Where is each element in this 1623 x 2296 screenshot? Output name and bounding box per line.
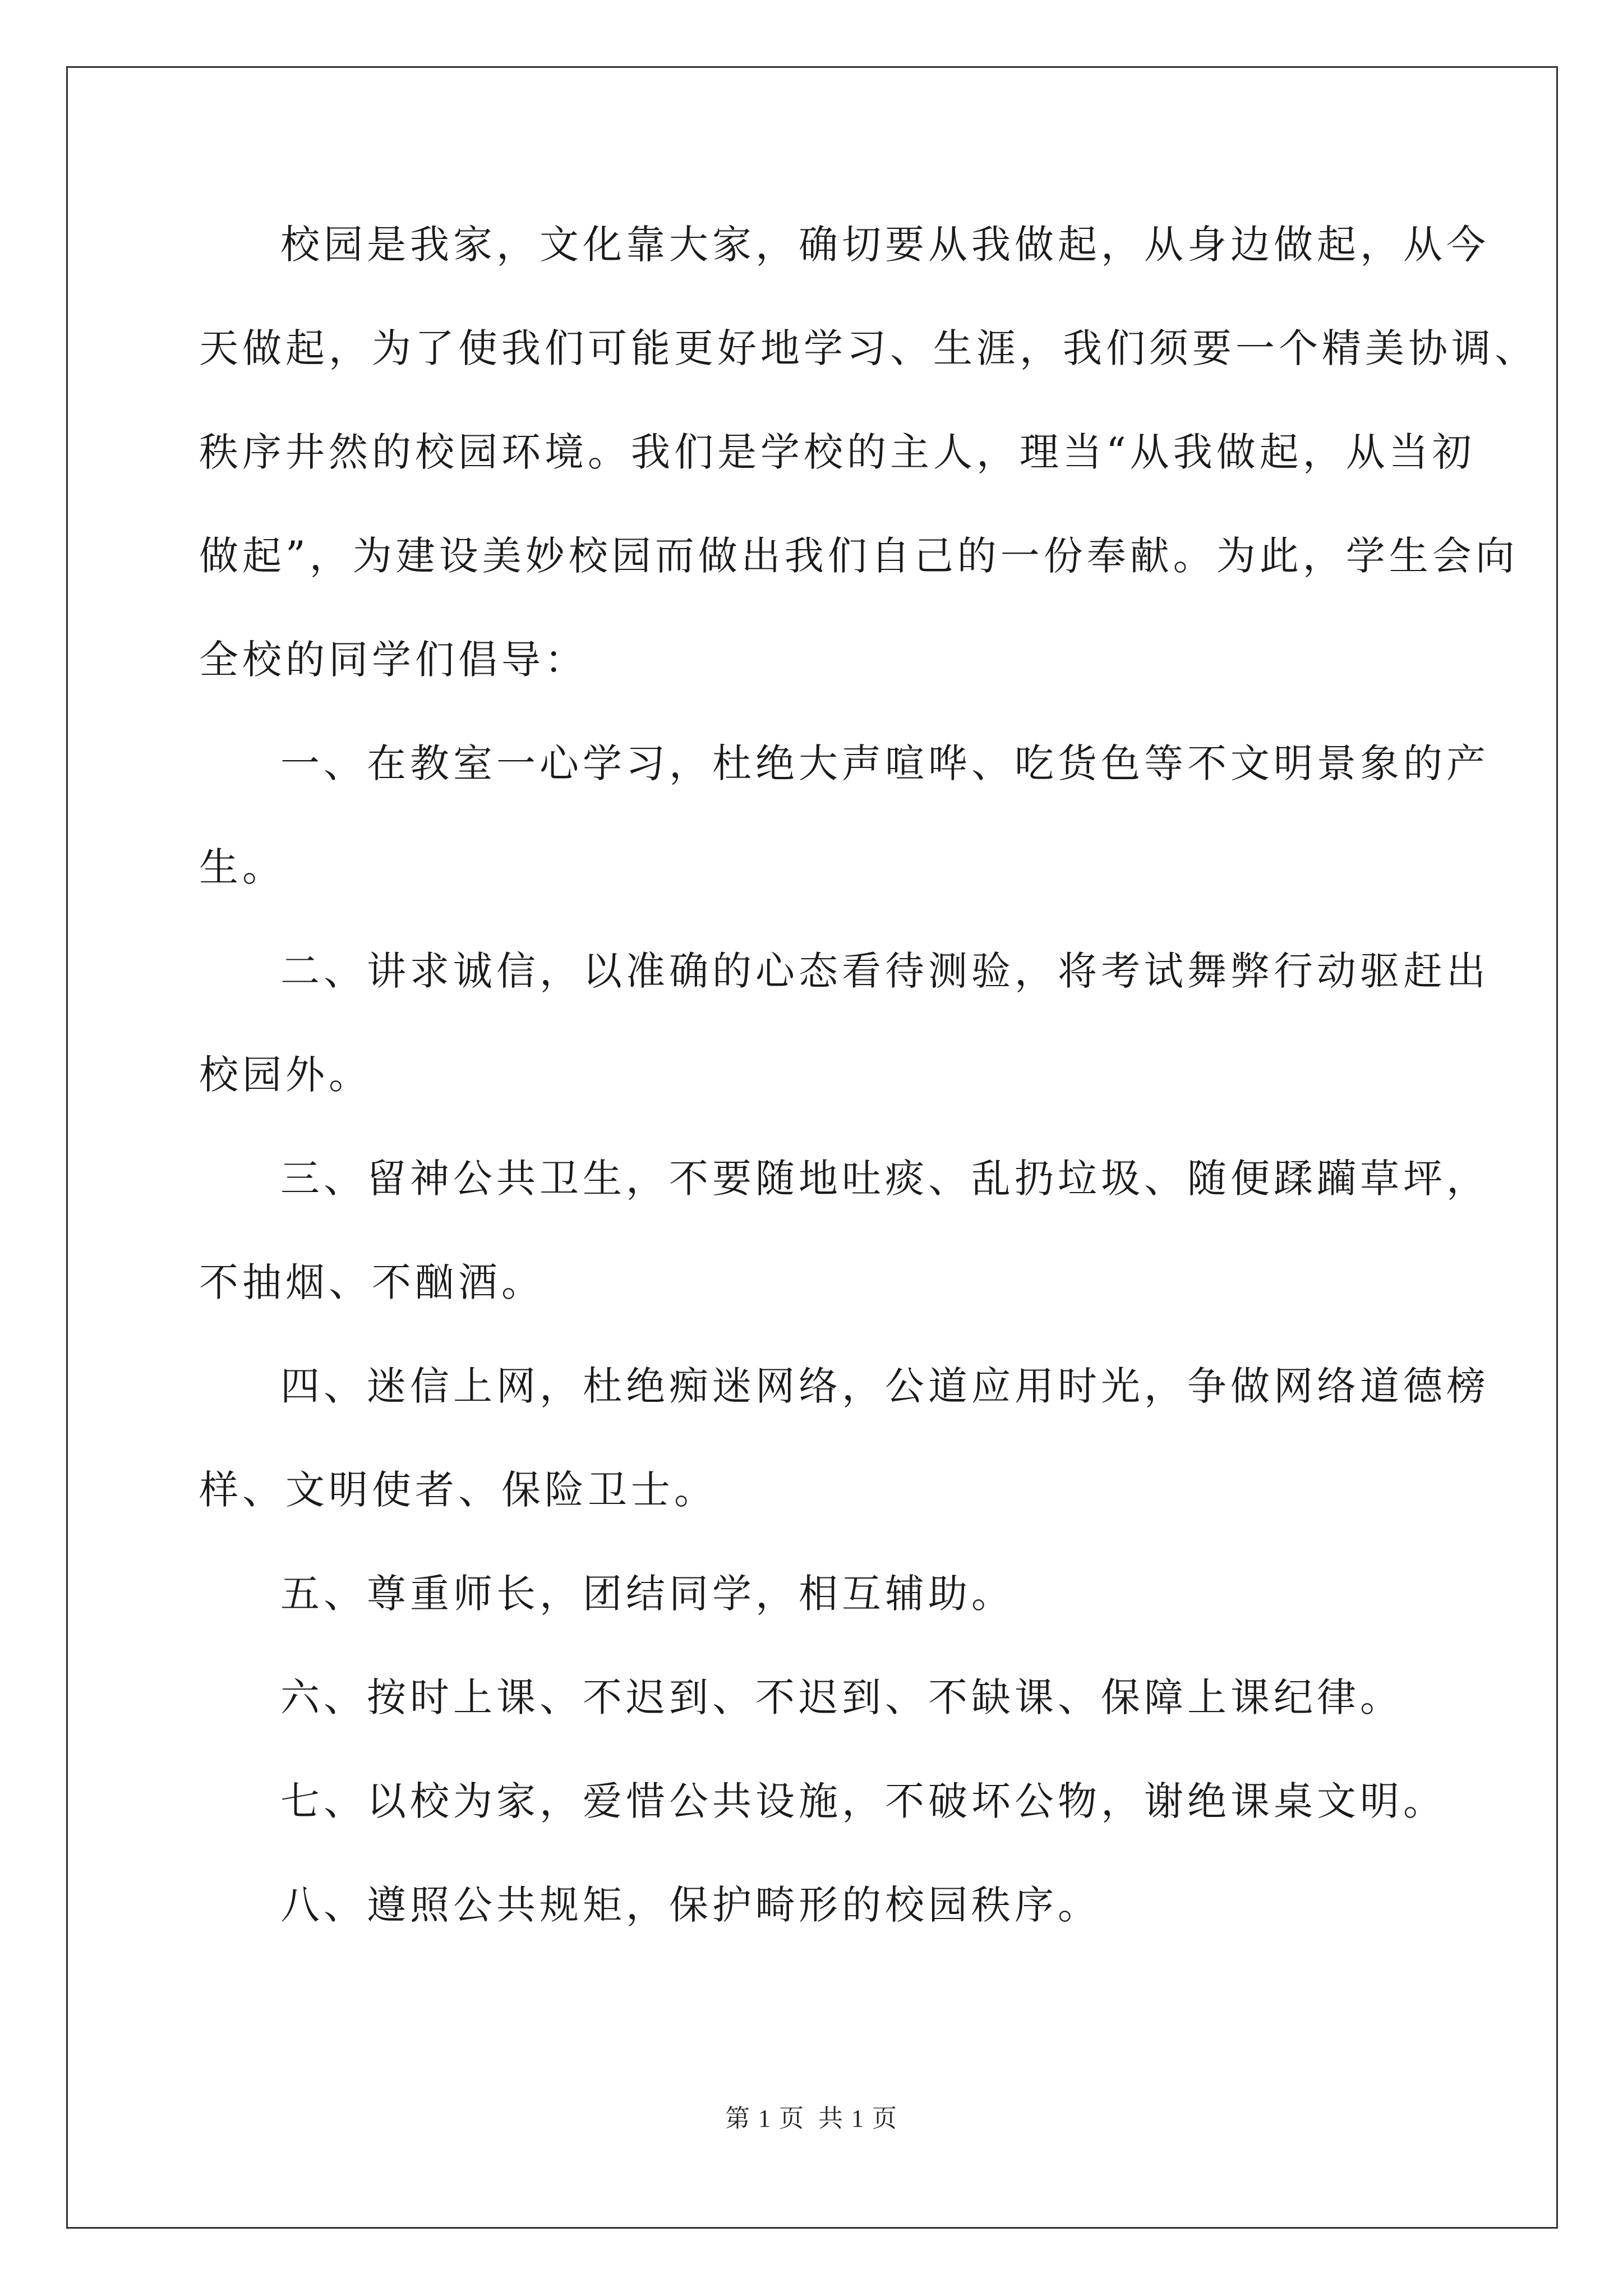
- list-item-3-line: 不抽烟、不酗酒。: [199, 1259, 545, 1305]
- list-item-7: 七、以校为家，爱惜公共设施，不破坏公物，谢绝课桌文明。: [280, 1778, 1446, 1824]
- paragraph-line: 校园是我家，文化靠大家，确切要从我做起，从身边做起，从今: [280, 222, 1490, 268]
- list-item-3-line: 三、留神公共卫生，不要随地吐痰、乱扔垃圾、随便蹂躏草坪，: [280, 1156, 1490, 1202]
- page-number: 第 1 页: [725, 2105, 805, 2132]
- paragraph-line: 秩序井然的校园环境。我们是学校的主人，理当“从我做起，从当初: [199, 429, 1476, 475]
- list-item-1-line: 生。: [199, 844, 285, 890]
- list-item-2-line: 二、讲求诚信，以准确的心态看待测验，将考试舞弊行动驱赶出: [280, 948, 1490, 994]
- paragraph-line: 全校的同学们倡导：: [199, 637, 588, 683]
- list-item-8: 八、遵照公共规矩，保护畸形的校园秩序。: [280, 1882, 1101, 1928]
- list-item-1-line: 一、在教室一心学习，杜绝大声喧哗、吃货色等不文明景象的产: [280, 740, 1490, 786]
- paragraph-line: 天做起，为了使我们可能更好地学习、生涯，我们须要一个精美协调、: [199, 325, 1538, 371]
- list-item-4-line: 样、文明使者、保险卫士。: [199, 1467, 717, 1513]
- list-item-4-line: 四、迷信上网，杜绝痴迷网络，公道应用时光，争做网络道德榜: [280, 1363, 1490, 1409]
- page-count: 共 1 页: [818, 2105, 898, 2132]
- paragraph-line: 做起”，为建设美妙校园而做出我们自己的一份奉献。为此，学生会向: [199, 533, 1519, 579]
- list-item-6: 六、按时上课、不迟到、不迟到、不缺课、保障上课纪律。: [280, 1674, 1403, 1720]
- list-item-2-line: 校园外。: [199, 1052, 372, 1098]
- list-item-5: 五、尊重师长，团结同学，相互辅助。: [280, 1571, 1015, 1617]
- page-footer: [0, 2098, 1623, 2134]
